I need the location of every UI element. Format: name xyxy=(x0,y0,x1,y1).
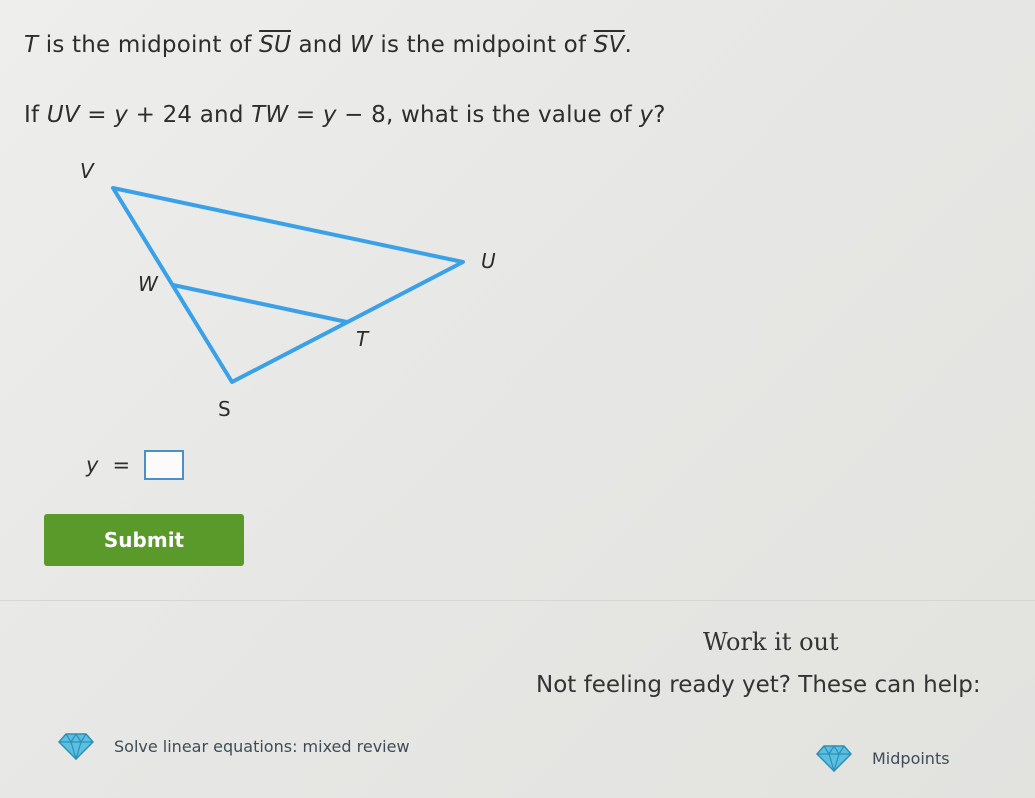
answer-row xyxy=(86,450,184,480)
label-v: V xyxy=(80,159,94,183)
label-w: W xyxy=(138,272,158,296)
problem-text: − 8, what is the value of xyxy=(336,102,640,128)
gem-icon xyxy=(58,732,94,760)
problem-text: + 24 and xyxy=(128,102,252,128)
problem-question xyxy=(24,102,666,128)
segment-uv: UV xyxy=(46,102,80,128)
label-t: T xyxy=(356,327,369,351)
variable-y: y xyxy=(114,102,129,128)
triangle-svu xyxy=(113,188,463,382)
gem-icon xyxy=(816,744,852,772)
segment-su: $\overline{SU}$ xyxy=(259,32,291,58)
variable-y: y xyxy=(322,102,337,128)
triangle-diagram xyxy=(60,150,520,430)
problem-text: If xyxy=(24,102,47,128)
submit-button[interactable]: Submit xyxy=(44,514,244,566)
problem-text: and xyxy=(291,32,350,58)
skill-link-midpoints[interactable] xyxy=(816,744,950,772)
problem-statement xyxy=(24,32,632,58)
section-divider xyxy=(0,600,1035,601)
problem-text: ? xyxy=(653,102,666,128)
answer-variable: y xyxy=(86,453,99,477)
answer-input[interactable] xyxy=(144,450,184,480)
variable-y: y xyxy=(639,102,654,128)
skill-link-label: Midpoints xyxy=(872,748,950,768)
skill-link-linear-equations[interactable] xyxy=(58,732,410,760)
problem-text: is the midpoint of xyxy=(372,32,594,58)
problem-text: is the midpoint of xyxy=(38,32,260,58)
work-it-out-heading: Work it out xyxy=(703,628,839,656)
problem-text: . xyxy=(624,32,633,58)
label-s: S xyxy=(218,397,231,421)
skill-link-label: Solve linear equations: mixed review xyxy=(114,736,410,756)
label-u: U xyxy=(481,249,496,273)
midsegment-wt xyxy=(173,285,347,322)
problem-text: = xyxy=(79,102,115,128)
problem-text: = xyxy=(288,102,323,128)
segment-sv: $\overline{SV}$ xyxy=(593,32,625,58)
point-t: T xyxy=(24,32,39,58)
answer-equals: = xyxy=(112,453,131,477)
segment-tw: TW xyxy=(251,102,289,128)
helper-prompt: Not feeling ready yet? These can help: xyxy=(536,672,981,698)
point-w: W xyxy=(349,32,373,58)
